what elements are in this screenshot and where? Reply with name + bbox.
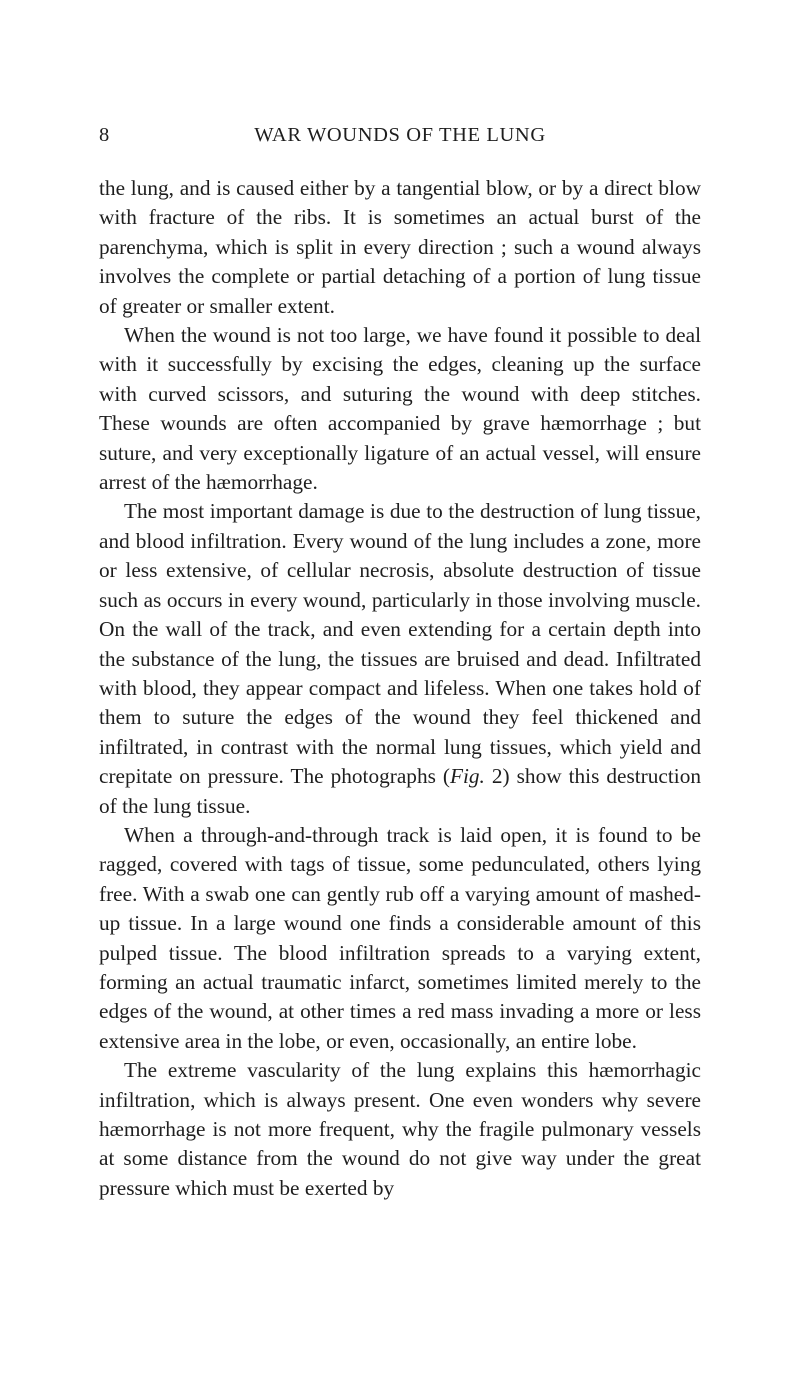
paragraph-track: When a through-and-through track is laid open, it is found to be ragged, covered with tags of tissue, some pedunculated, others lying free. With a swab one can gently rub off a varying amount of mashed-up tissue. In a large wound one finds a considerable amount of this pulped tissue. The blood infiltration spreads to a varying extent, forming an actual traumatic infarct, sometimes limited merely to the edges of the wound, at other times a red mass invading a more or less extensive area in the lobe, or even, occasionally, an entire lobe. bbox=[99, 822, 701, 1053]
paragraph-excision: When the wound is not too large, we have found it possible to deal with it successfully by excising the edges, cleaning up the surface with curved scissors, and suturing the wound with deep stitches. These wounds are often accompanied by grave hæmorrhage ; but suture, and very exceptionally ligature of an actual vessel, will ensure arrest of the hæmorrhage. bbox=[99, 323, 701, 495]
figure-number: 2 bbox=[484, 764, 503, 789]
paragraph-destruction-tail: ) show this destruction of the lung tissue. bbox=[99, 764, 701, 818]
body-text bbox=[99, 174, 701, 1203]
paragraph-destruction-text: The most important damage is due to the destruction of lung tissue, and blood infiltration. Every wound of the lung includes a zone, more or less extensive, of cellular necrosis, absolute destruction of tissue such as occurs in every wound, particularly in those involving muscle. On the wall of the track, and even extending for a certain depth into the substance of the lung, the tissues are bruised and dead. Infiltrated with blood, they appear compact and lifeless. When one takes hold of them to suture the edges of the wound they feel thickened and infiltrated, in contrast with the normal lung tissues, which yield and crepitate on pressure. The photographs ( bbox=[99, 499, 701, 789]
page-header bbox=[99, 124, 701, 154]
paragraph-vascularity: The extreme vascularity of the lung explains this hæmorrhagic infiltration, which is always present. One even wonders why severe hæmorrhage is not more frequent, why the fragile pulmonary vessels at some distance from the wound do not give way under the great pressure which must be exerted by bbox=[99, 1058, 701, 1200]
running-title: WAR WOUNDS OF THE LUNG bbox=[254, 124, 546, 146]
figure-label: Fig. bbox=[449, 764, 485, 789]
page-number: 8 bbox=[99, 124, 110, 146]
paragraph-destruction bbox=[99, 497, 701, 820]
paragraph-continuation: the lung, and is caused either by a tangential blow, or by a direct blow with fracture of the ribs. It is sometimes an actual burst of the parenchyma, which is split in every direction ; such a wound always involves the complete or partial detaching of a portion of lung tissue of greater or smaller extent. bbox=[99, 176, 701, 318]
